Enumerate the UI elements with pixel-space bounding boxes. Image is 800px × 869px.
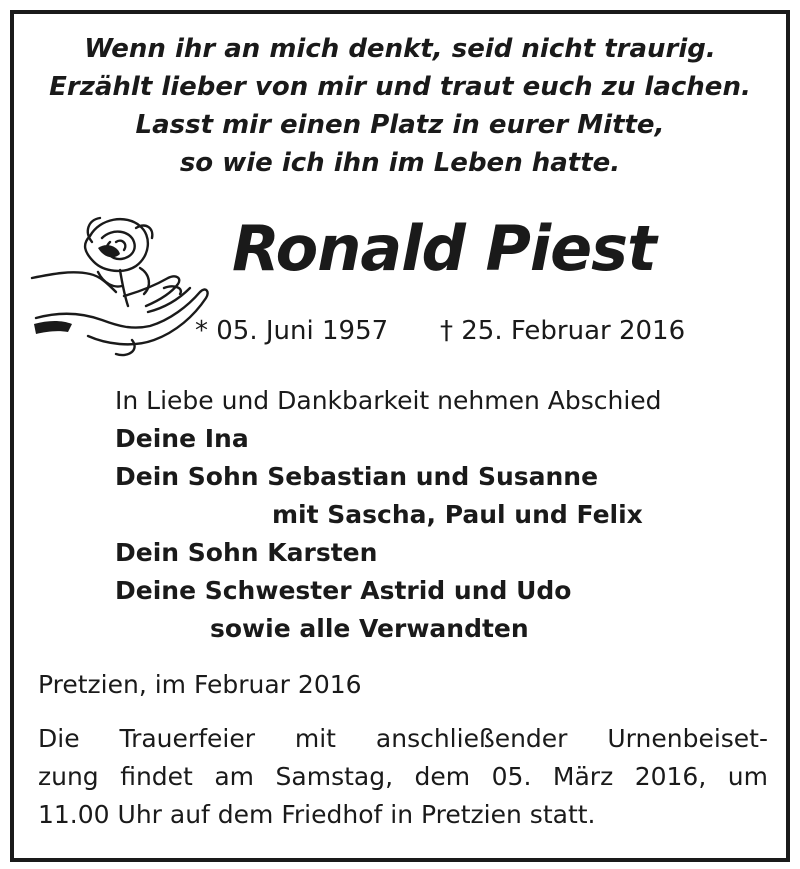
birth-date: * 05. Juni 1957	[195, 316, 389, 346]
mourner-line: mit Sascha, Paul und Felix	[272, 500, 643, 529]
mourner-line: Dein Sohn Sebastian und Susanne	[115, 462, 599, 491]
deceased-name: Ronald Piest	[232, 212, 656, 285]
poem-line: Erzählt lieber von mir und traut euch zu lachen.	[49, 72, 751, 102]
rose-in-hands-icon	[28, 208, 210, 360]
death-date: † 25. Februar 2016	[440, 316, 686, 346]
funeral-notice	[38, 720, 768, 834]
mourner-line: Deine Schwester Astrid und Udo	[115, 576, 572, 605]
place-date: Pretzien, im Februar 2016	[38, 670, 362, 699]
mourner-line: sowie alle Verwandten	[210, 614, 529, 643]
poem	[0, 30, 800, 182]
notice-line: zung findet am Samstag, dem 05. März 2016, um	[38, 762, 768, 791]
mourners-intro: In Liebe und Dankbarkeit nehmen Abschied	[115, 386, 662, 415]
poem-line: Wenn ihr an mich denkt, seid nicht traurig.	[84, 34, 716, 64]
poem-line: so wie ich ihn im Leben hatte.	[179, 148, 621, 178]
mourner-line: Dein Sohn Karsten	[115, 538, 378, 567]
notice-line: 11.00 Uhr auf dem Friedhof in Pretzien statt.	[38, 800, 596, 829]
poem-line: Lasst mir einen Platz in eurer Mitte,	[135, 110, 665, 140]
notice-line: Die Trauerfeier mit anschließender Urnenbeiset-	[38, 724, 768, 753]
mourner-line: Deine Ina	[115, 424, 249, 453]
